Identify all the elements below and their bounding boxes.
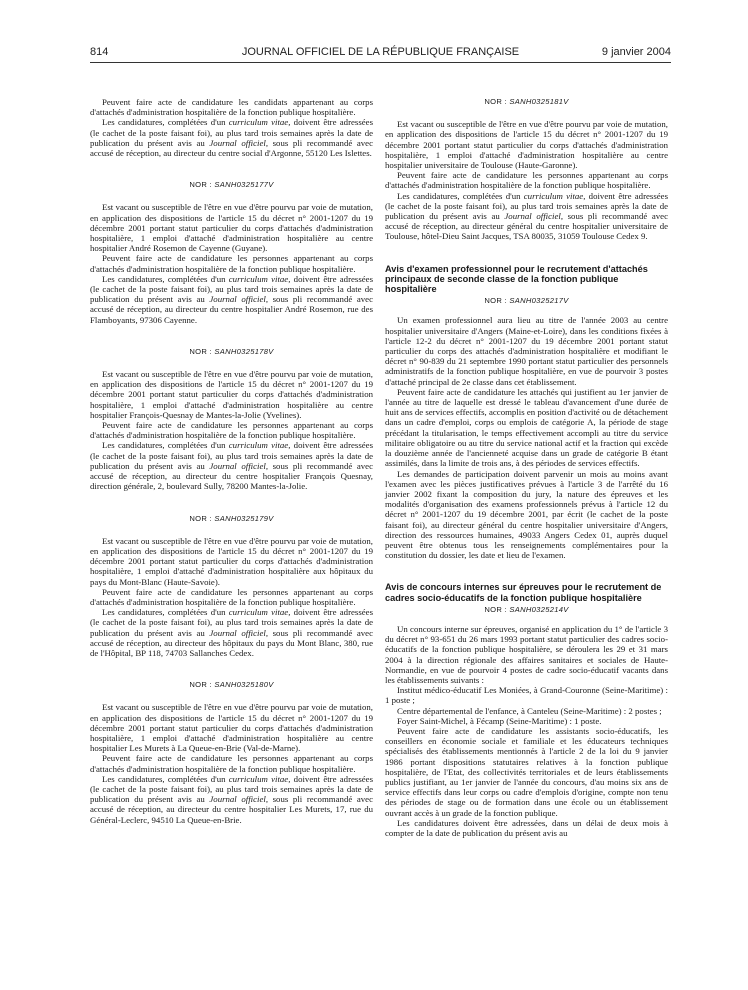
text: curriculum vitae: [228, 773, 289, 784]
paragraph: Est vacant ou susceptible de l'être en vue d'être pourvu par voie de mutation, en application des dispositions de l'article 15 du décret n° 2001-1207 du 19 décembre 2001 portant statut particulier du corps d'attachés d'administration hospitalière, 1 emploi d'attaché d'administration hospitalière aux hôpitaux du pays du Mont-Blanc (Haute-Savoie).: [90, 535, 373, 587]
nor-reference: [385, 97, 668, 107]
text: curriculum vitae: [228, 117, 289, 128]
paragraph: [90, 774, 373, 825]
nor-reference: [90, 680, 373, 690]
paragraph: Centre départemental de l'enfance, à Canteleu (Seine-Maritime) : 2 postes ;: [397, 705, 662, 716]
page-header: [90, 46, 671, 60]
paragraph: Foyer Saint-Michel, à Fécamp (Seine-Maritime) : 1 poste.: [397, 715, 602, 726]
text: Les candidatures, complétées d'un: [102, 440, 229, 451]
text: , doivent être adressées (le cachet de la poste faisant foi), au plus tard trois semaines après la date de publication du présent avis au: [90, 607, 373, 638]
nor-label: NOR :: [484, 296, 510, 306]
text: , sous pli recommandé avec accusé de réception, au directeur des hôpitaux du pays du Mont Blanc, 380, rue de l'Hôpital, BP 118, 74703 Sallanches Cedex.: [90, 627, 373, 658]
issue-date: 9 janvier 2004: [601, 46, 671, 58]
header-rule: [90, 62, 671, 63]
right-column: [385, 97, 668, 838]
nor-label: NOR :: [189, 346, 215, 356]
paragraph: [385, 191, 668, 242]
nor-label: NOR :: [189, 180, 215, 190]
nor-code: SANH0325214V: [509, 604, 569, 614]
paragraph: Peuvent faire acte de candidature les personnes appartenant au corps d'attachés d'administration hospitalière de la fonction publique hospitalière.: [385, 170, 668, 191]
nor-reference: [385, 296, 668, 306]
nor-code: SANH0325178V: [214, 346, 274, 356]
paragraph: Peuvent faire acte de candidature les candidats appartenant au corps d'attachés d'administration hospitalière de la fonction publique hospitalière.: [90, 97, 373, 118]
paragraph: Peuvent faire acte de candidature les attachés qui justifient au 1er janvier de l'année au titre de laquelle est dressé le tableau d'avancement d'une durée de huit ans de services effectifs, accomplis en position d'activité ou de détachement dans un cadre d'emploi, corps ou emplois de catégorie A, la période de stage précédant la titularisation, le temps effectivement accompli au titre du service militaire obligatoire ou au titre du service national actif et la fraction qui excède la douzième année de l'ancienneté acquise dans un grade de catégorie B étant assimilés, dans la limite de trois ans, à des périodes de services effectifs.: [385, 386, 668, 469]
nor-code: SANH0325181V: [509, 97, 569, 106]
paragraph: Est vacant ou susceptible de l'être en vue d'être pourvu par voie de mutation, en application des dispositions de l'article 15 du décret n° 2001-1207 du 19 décembre 2001 portant statut particulier du corps d'attachés d'administration hospitalière, 1 emploi d'attaché d'administration hospitalière au centre hospitalier Les Murets à La Queue-en-Brie (Val-de-Marne).: [90, 702, 373, 754]
paragraph: Un concours interne sur épreuves, organisé en application du 1° de l'article 3 du décret n° 93-651 du 26 mars 1993 portant statut particulier des cadres socio-éducatifs de la fonction publique hospitalière, se déroulera les 29 et 31 mars 2004 à la direction régionale des affaires sanitaires et sociales de Haute-Normandie, en vue de pourvoir 4 postes de cadre socio-éducatif vacants dans les établissements suivants :: [385, 623, 668, 685]
text: , doivent être adressées (le cachet de la poste faisant foi), au plus tard trois semaines après la date de publication du présent avis au: [90, 273, 373, 305]
notice-heading-concours: Avis de concours internes sur épreuves pour le recrutement de cadres socio-éducatifs de la fonction publique hospitalière: [385, 582, 662, 603]
paragraph: Peuvent faire acte de candidature les personnes appartenant au corps d'attachés d'administration hospitalière de la fonction publique hospitalière.: [90, 253, 373, 274]
paragraph: Institut médico-éducatif Les Moniées, à Grand-Couronne (Seine-Maritime) : 1 poste ;: [385, 685, 668, 706]
text: , sous pli recommandé avec accusé de réception, au directeur du centre hospitalier Les Murets, 17, rue du Général-Leclerc, 94510 La Queue-en-Brie.: [90, 794, 373, 825]
text: Les candidatures, complétées d'un: [102, 607, 229, 618]
text: curriculum vitae: [228, 440, 289, 451]
text: , sous pli recommandé avec accusé de réception, au directeur du centre hospitalier André Rosemon, rue des Flamboyants, 97306 Cayenne.: [90, 294, 373, 325]
text: Journal officiel: [504, 211, 561, 222]
nor-code: SANH0325180V: [214, 680, 274, 690]
text: Journal officiel: [209, 294, 266, 305]
nor-label: NOR :: [189, 513, 215, 523]
text: Les candidatures, complétées d'un: [397, 190, 524, 201]
text: , doivent être adressées (le cachet de la poste faisant foi), au plus tard trois semaines après la date de publication du présent avis au: [90, 117, 373, 148]
paragraph: Un examen professionnel aura lieu au titre de l'année 2003 au centre hospitalier universitaire d'Angers (Maine-et-Loire), dans les conditions fixées à l'article 12-2 du décret n° 2001-1207 du 19 décembre 2001 portant statut particulier du corps des attachés d'administration hospitalière et modifiant le décret n° 90-839 du 21 septembre 1990 portant statut particulier des personnels administratifs de la fonction publique hospitalière, en vue de pourvoir 3 postes d'attaché principal de 2e classe dans cet établissement.: [385, 315, 668, 387]
nor-label: NOR :: [484, 604, 510, 614]
paragraph: Les demandes de participation doivent parvenir un mois au moins avant l'examen avec les pièces justificatives prévues à l'article 3 de l'arrêté du 16 janvier 2002 fixant la composition du jury, la nature des épreuves et les modalités d'organisation des examens professionnels prévus à l'article 12 du décret n° 2001-1207 du 19 décembre 2001, par écrit (le cachet de la poste faisant foi), au directeur général du centre hospitalier universitaire d'Angers, direction des ressources humaines, 49033 Angers Cedex 01, auprès duquel peuvent être obtenus tous les renseignements complémentaires pour la constitution du dossier, les date et lieu de l'examen.: [385, 468, 668, 561]
nor-code: SANH0325217V: [509, 296, 569, 306]
text: Journal officiel: [209, 627, 266, 638]
text: Les candidatures, complétées d'un: [102, 273, 229, 284]
journal-title: JOURNAL OFFICIEL DE LA RÉPUBLIQUE FRANÇAISE: [241, 46, 520, 58]
paragraph: Peuvent faire acte de candidature les personnes appartenant au corps d'attachés d'administration hospitalière de la fonction publique hospitalière.: [90, 420, 373, 441]
paragraph: Peuvent faire acte de candidature les personnes appartenant au corps d'attachés d'administration hospitalière de la fonction publique hospitalière.: [90, 753, 373, 774]
paragraph: Est vacant ou susceptible de l'être en vue d'être pourvu par voie de mutation, en application des dispositions de l'article 15 du décret n° 2001-1207 du 19 décembre 2001 portant statut particulier du corps d'attachés d'administration hospitalière, 1 emploi d'attaché d'administration hospitalière au centre hospitalier François-Quesnay de Mantes-la-Jolie (Yvelines).: [90, 369, 373, 420]
nor-reference: [90, 347, 373, 357]
text: Journal officiel: [209, 137, 266, 148]
text: curriculum vitae: [228, 273, 289, 284]
notice-heading-exam: Avis d'examen professionnel pour le recrutement d'attachés principaux de seconde classe de la fonction publique hospitalière: [385, 263, 648, 295]
paragraph: Est vacant ou susceptible de l'être en vue d'être pourvu par voie de mutation, en application des dispositions de l'article 15 du décret n° 2001-1207 du 19 décembre 2001 portant statut particulier du corps d'attachés d'administration hospitalière, 1 emploi d'attaché d'administration hospitalière au centre hospitalier André Rosemon de Cayenne (Guyane).: [90, 202, 373, 254]
text: curriculum vitae: [228, 607, 289, 618]
text: Journal officiel: [209, 460, 266, 471]
paragraph: [90, 274, 373, 325]
paragraph: [90, 117, 373, 158]
nor-code: SANH0325177V: [214, 180, 274, 190]
page-number: 814: [90, 46, 109, 58]
nor-reference: [385, 605, 668, 615]
text: , sous pli recommandé avec accusé de réception, au directeur du centre social d'Argonne, 55120 Les Islettes.: [90, 137, 373, 159]
paragraph: Les candidatures doivent être adressées, dans un délai de deux mois à compter de la date de publication du présent avis au: [385, 817, 668, 838]
text: Journal officiel: [209, 794, 266, 805]
text: , doivent être adressées (le cachet de la poste faisant foi), au plus tard trois semaines après la date de publication du présent avis au: [385, 190, 668, 222]
text: Les candidatures, complétées d'un: [102, 117, 229, 128]
nor-reference: [90, 514, 373, 524]
text: , doivent être adressées (le cachet de la poste faisant foi), au plus tard trois semaines après la date de publication du présent avis au: [90, 773, 373, 805]
paragraph: Peuvent faire acte de candidature les personnes appartenant au corps d'attachés d'administration hospitalière de la fonction publique hospitalière.: [90, 586, 373, 607]
paragraph: Est vacant ou susceptible de l'être en vue d'être pourvu par voie de mutation, en application des dispositions de l'article 15 du décret n° 2001-1207 du 19 décembre 2001 portant statut particulier du corps d'attachés d'administration hospitalière, 1 emploi d'attaché d'administration hospitalière au centre hospitalier universitaire de Toulouse (Haute-Garonne).: [385, 119, 668, 171]
text: , doivent être adressées (le cachet de la poste faisant foi), au plus tard trois semaines après la date de publication du présent avis au: [90, 440, 373, 471]
paragraph: [90, 440, 373, 491]
paragraph: Peuvent faire acte de candidature les assistants socio-éducatifs, les conseillers en économie sociale et familiale et les éducateurs techniques spécialisés des établissements mentionnés à l'article 2 de la loi du 9 janvier 1986 portant dispositions statutaires relatives à la fonction publique hospitalière, de l'Etat, des collectivités territoriales et de leurs établissements publics justifiant, au 1er janvier de l'année du concours, d'au moins six ans de service effectifs dans leur corps ou cadre d'emplois d'origine, compte non tenu des périodes de stage ou de formation dans une école ou un établissement ouvrant accès à un grade de la fonction publique.: [385, 725, 668, 818]
nor-reference: [90, 180, 373, 190]
left-column: [90, 97, 373, 825]
text: , sous pli recommandé avec accusé de réception, au directeur général du centre hospitalier universitaire de Toulouse, hôtel-Dieu Saint Jacques, TSA 80035, 31059 Toulouse Cedex 9.: [385, 211, 668, 242]
text: curriculum vitae: [523, 190, 584, 201]
text: Les candidatures, complétées d'un: [102, 773, 229, 784]
nor-label: NOR :: [189, 680, 215, 690]
nor-code: SANH0325179V: [214, 513, 274, 523]
paragraph: [90, 607, 373, 658]
nor-label: NOR :: [484, 97, 510, 106]
text: , sous pli recommandé avec accusé de réception, au directeur du centre hospitalier François Quesnay, direction générale, 2, boulevard Sully, 78200 Mantes-la-Jolie.: [90, 460, 373, 492]
